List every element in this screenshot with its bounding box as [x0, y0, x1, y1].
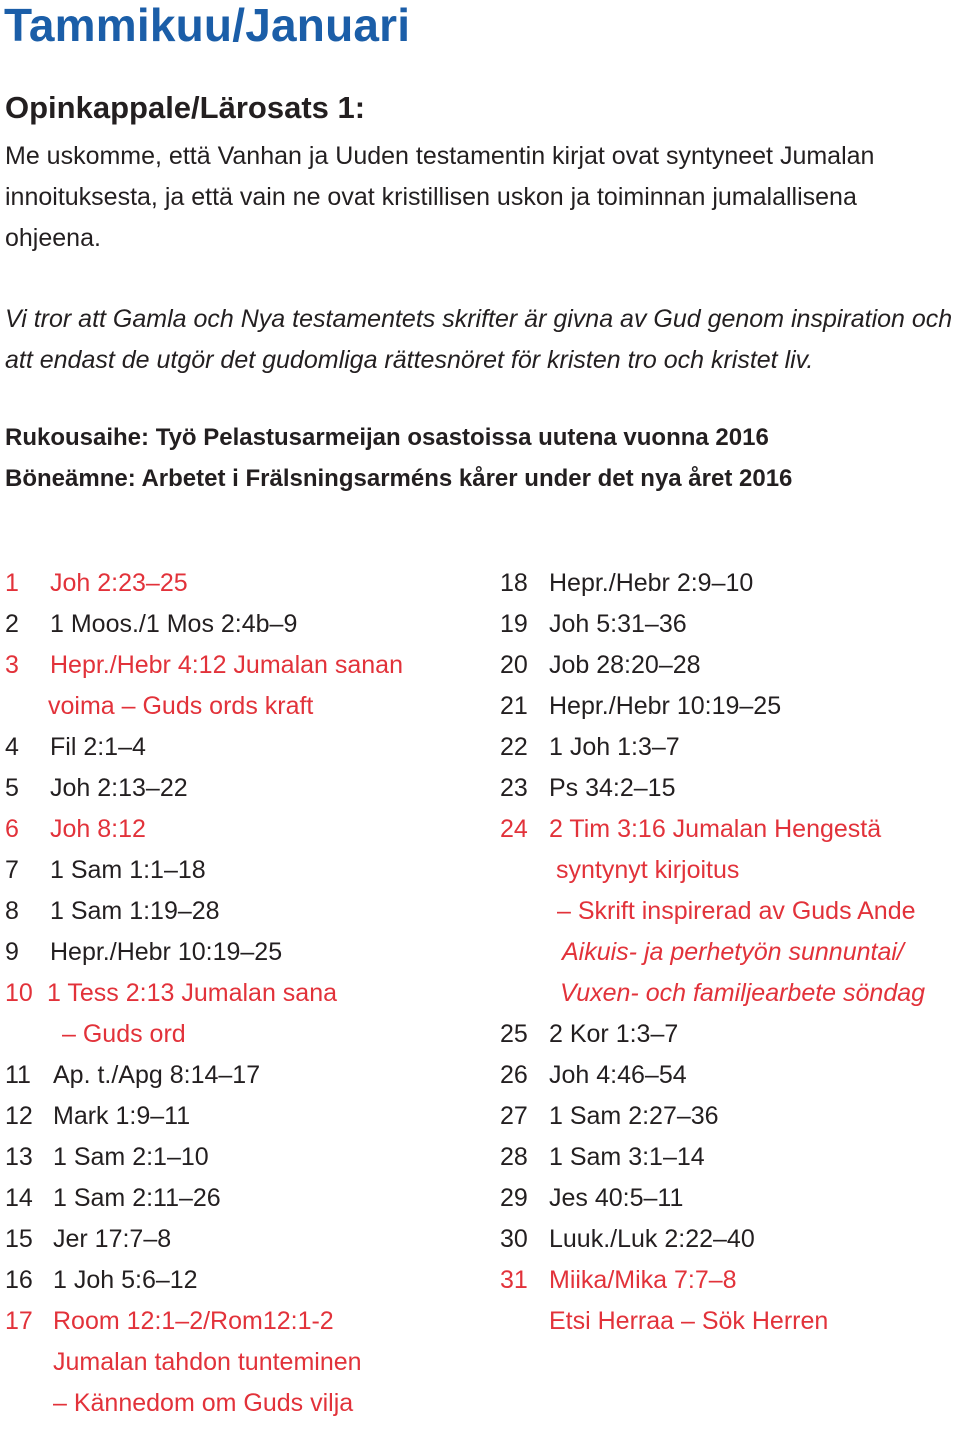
bible-reference: Joh 2:23–25: [50, 569, 188, 597]
bible-reference: syntynyt kirjoitus: [556, 856, 740, 884]
bible-reference: Miika/Mika 7:7–8: [549, 1266, 737, 1294]
day-number: 31: [500, 1266, 528, 1294]
day-number: 4: [5, 733, 19, 761]
reading-entry: [500, 1260, 955, 1301]
reading-entry: [5, 1178, 475, 1219]
bible-reference: Aikuis- ja perhetyön sunnuntai/: [562, 938, 904, 966]
bible-reference: Hepr./Hebr 4:12 Jumalan sanan: [50, 651, 403, 679]
bible-reference: Ap. t./Apg 8:14–17: [53, 1061, 261, 1089]
day-number: 1: [5, 569, 19, 597]
reading-entry: [5, 686, 475, 727]
reading-entry: [5, 1096, 475, 1137]
bible-reference: Hepr./Hebr 10:19–25: [549, 692, 782, 720]
reading-entry: [500, 850, 955, 891]
bible-reference: Hepr./Hebr 10:19–25: [50, 938, 283, 966]
reading-entry: [500, 1137, 955, 1178]
bible-reference: Room 12:1–2/Rom12:1-2: [53, 1307, 334, 1335]
reading-list-left: [5, 563, 475, 1424]
day-number: 21: [500, 692, 528, 720]
bible-reference: 1 Sam 2:27–36: [549, 1102, 719, 1130]
bible-reference: 1 Tess 2:13 Jumalan sana: [47, 979, 338, 1007]
day-number: 19: [500, 610, 528, 638]
bible-reference: Luuk./Luk 2:22–40: [549, 1225, 755, 1253]
reading-entry: [5, 727, 475, 768]
reading-entry: [500, 604, 955, 645]
reading-entry: [500, 686, 955, 727]
bible-reference: 1 Sam 2:11–26: [53, 1184, 221, 1212]
day-number: 13: [5, 1143, 33, 1171]
bible-reference: Etsi Herraa – Sök Herren: [549, 1307, 829, 1335]
bible-reference: 1 Joh 5:6–12: [53, 1266, 198, 1294]
reading-entry: [500, 563, 955, 604]
reading-entry: [5, 604, 475, 645]
page-title: Tammikuu/Januari: [4, 0, 411, 51]
bible-reference: 1 Sam 3:1–14: [549, 1143, 705, 1171]
reading-entry: [500, 1014, 955, 1055]
day-number: 26: [500, 1061, 528, 1089]
reading-list-right: [500, 563, 955, 1342]
bible-reference: Ps 34:2–15: [549, 774, 676, 802]
reading-entry: [5, 1219, 475, 1260]
reading-entry: [5, 1055, 475, 1096]
day-number: 20: [500, 651, 528, 679]
reading-entry: [5, 809, 475, 850]
day-number: 30: [500, 1225, 528, 1253]
prayer-topic-swedish: Böneämne: Arbetet i Frälsningsarméns kårer under det nya året 2016: [5, 465, 793, 492]
bible-reference: – Kännedom om Guds vilja: [53, 1389, 354, 1417]
day-number: 8: [5, 897, 19, 925]
reading-entry: [500, 973, 955, 1014]
bible-reference: – Guds ord: [62, 1020, 186, 1048]
day-number: 24: [500, 815, 528, 843]
doctrine-heading: Opinkappale/Lärosats 1:: [5, 90, 366, 125]
bible-reference: 1 Moos./1 Mos 2:4b–9: [50, 610, 298, 638]
bible-reference: Joh 8:12: [50, 815, 146, 843]
bible-reference: 1 Joh 1:3–7: [549, 733, 680, 761]
bible-reference: 2 Kor 1:3–7: [549, 1020, 679, 1048]
day-number: 14: [5, 1184, 33, 1212]
day-number: 23: [500, 774, 528, 802]
doctrine-text-finnish: Me uskomme, että Vanhan ja Uuden testamentin kirjat ovat syntyneet Jumalan innoituksesta, ja että vain ne ovat kristillisen uskon ja toiminnan jumalallisena ohjeena.: [5, 142, 875, 252]
day-number: 7: [5, 856, 19, 884]
reading-entry: [5, 850, 475, 891]
reading-entry: [500, 932, 955, 973]
day-number: 17: [5, 1307, 33, 1335]
day-number: 18: [500, 569, 528, 597]
reading-entry: [5, 932, 475, 973]
bible-reference: voima – Guds ords kraft: [48, 692, 314, 720]
bible-reference: Job 28:20–28: [549, 651, 701, 679]
day-number: 9: [5, 938, 19, 966]
day-number: 27: [500, 1102, 528, 1130]
reading-entry: [500, 727, 955, 768]
day-number: 11: [5, 1061, 31, 1089]
day-number: 25: [500, 1020, 528, 1048]
reading-entry: [5, 891, 475, 932]
reading-entry: [500, 809, 955, 850]
doctrine-text-swedish: Vi tror att Gamla och Nya testamentets skrifter är givna av Gud genom inspiration och att endast de utgör det gudomliga rättesnöret för kristen tro och kristet liv.: [5, 305, 953, 374]
reading-entry: [500, 1096, 955, 1137]
day-number: 5: [5, 774, 19, 802]
bible-reference: Joh 5:31–36: [549, 610, 687, 638]
reading-entry: [5, 973, 475, 1014]
day-number: 6: [5, 815, 19, 843]
bible-reference: Jumalan tahdon tunteminen: [53, 1348, 362, 1376]
bible-reference: Fil 2:1–4: [50, 733, 146, 761]
bible-reference: Joh 2:13–22: [50, 774, 188, 802]
day-number: 16: [5, 1266, 33, 1294]
reading-entry: [5, 1342, 475, 1383]
bible-reference: 2 Tim 3:16 Jumalan Hengestä: [549, 815, 882, 843]
day-number: 29: [500, 1184, 528, 1212]
reading-entry: [5, 1137, 475, 1178]
reading-entry: [5, 1260, 475, 1301]
day-number: 10: [5, 979, 33, 1007]
bible-reference: Mark 1:9–11: [53, 1102, 191, 1130]
day-number: 2: [5, 610, 19, 638]
reading-entry: [500, 1178, 955, 1219]
day-number: 22: [500, 733, 528, 761]
reading-entry: [500, 1055, 955, 1096]
reading-entry: [5, 1301, 475, 1342]
reading-entry: [5, 563, 475, 604]
reading-entry: [5, 645, 475, 686]
day-number: 15: [5, 1225, 33, 1253]
day-number: 12: [5, 1102, 33, 1130]
day-number: 28: [500, 1143, 528, 1171]
reading-entry: [500, 768, 955, 809]
reading-entry: [500, 1301, 955, 1342]
reading-entry: [5, 1383, 475, 1424]
bible-reference: Jes 40:5–11: [549, 1184, 684, 1212]
bible-reference: Jer 17:7–8: [53, 1225, 172, 1253]
reading-entry: [5, 768, 475, 809]
reading-entry: [500, 1219, 955, 1260]
bible-reference: Hepr./Hebr 2:9–10: [549, 569, 754, 597]
bible-reference: Vuxen- och familjearbete söndag: [560, 979, 926, 1007]
bible-reference: 1 Sam 1:19–28: [50, 897, 220, 925]
reading-entry: [500, 891, 955, 932]
bible-reference: 1 Sam 1:1–18: [50, 856, 206, 884]
day-number: 3: [5, 651, 19, 679]
bible-reference: – Skrift inspirerad av Guds Ande: [557, 897, 916, 925]
prayer-topic-finnish: Rukousaihe: Työ Pelastusarmeijan osastoissa uutena vuonna 2016: [5, 424, 769, 451]
bible-reference: 1 Sam 2:1–10: [53, 1143, 209, 1171]
reading-entry: [5, 1014, 475, 1055]
bible-reference: Joh 4:46–54: [549, 1061, 687, 1089]
reading-entry: [500, 645, 955, 686]
